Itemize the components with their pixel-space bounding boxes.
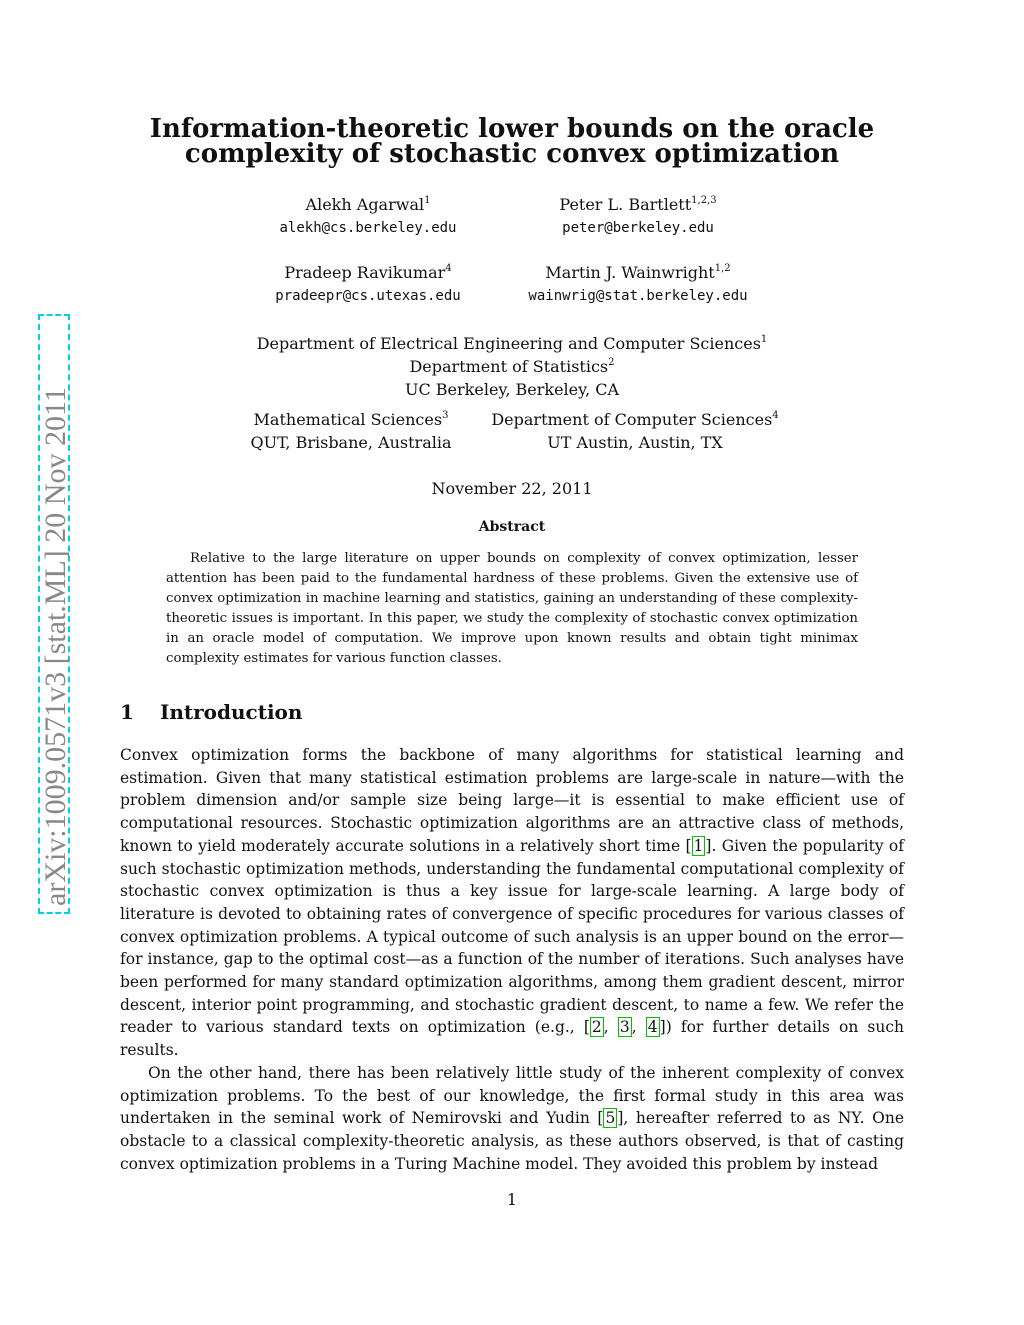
author-name: Martin J. Wainwright$^{1,2}$ (545, 263, 731, 282)
affiliation-ut: UT Austin, Austin, TX (547, 433, 723, 452)
title-line-1: Information-theoretic lower bounds on the oracle (149, 114, 875, 144)
author-name: Alekh Agarwal$^1$ (305, 195, 431, 214)
author-name: Pradeep Ravikumar$^4$ (284, 263, 452, 282)
author-email: peter@berkeley.edu (562, 220, 714, 236)
affiliation-qut: QUT, Brisbane, Australia (250, 433, 452, 452)
author-email: alekh@cs.berkeley.edu (279, 220, 457, 236)
affiliation-math: Mathematical Sciences$^3$ (253, 410, 449, 429)
body-text (120, 744, 904, 1175)
citation-link[interactable]: 4 (647, 1018, 658, 1037)
section-number: 1 (120, 700, 134, 724)
affiliation-stats: Department of Statistics$^2$ (409, 357, 615, 376)
abstract-heading: Abstract (478, 519, 546, 535)
paper-date: November 22, 2011 (431, 479, 593, 498)
affiliation-eecs: Department of Electrical Engineering and Computer Sciences$^1$ (256, 334, 768, 353)
abstract-text: Relative to the large literature on upper bounds on complexity of convex optimization, lesser attention has been paid to the fundamental hardness of these problems. Given the extensive use of convex optimization in machine learning and statistics, gaining an understanding of these complexity-theoretic issues is important. In this paper, we study the complexity of stochastic convex optimization in an oracle model of computation. We improve upon known results and obtain tight minimax complexity estimates for various function classes. (166, 551, 858, 666)
citation-link[interactable]: 2 (591, 1018, 602, 1037)
affiliation-ucb: UC Berkeley, Berkeley, CA (404, 380, 620, 399)
paragraph: On the other hand, there has been relatively little study of the inherent complexity of convex optimization problems. To the best of our knowledge, the first formal study in this area was undertaken in the seminal work of Nemirovski and Yudin [ 5 ], hereafter referred to as NY. One obstacle to a classical complexity-theoretic analysis, as these authors observed, is that of casting convex optimization problems in a Turing Machine model. They avoided this problem by instead (120, 1063, 905, 1173)
author-name: Peter L. Bartlett$^{1,2,3}$ (559, 195, 717, 214)
section-heading (120, 700, 302, 724)
citation-link[interactable]: 3 (619, 1018, 630, 1037)
paragraph: Convex optimization forms the backbone of many algorithms for statistical learning and estimation. Given that many statistical estimation problems are large-scale in nature—with the problem dimension and/or sample size being large—it is essential to make efficient use of computational resources. Stochastic optimization algorithms are an attractive class of methods, known to yield moderately accurate solutions in a relatively short time [ 1 ]. Given the popularity of such stochastic optimization methods, understanding the fundamental computational complexity of stochastic convex optimization is thus a key issue for large-scale learning. A large body of literature is devoted to obtaining rates of convergence of specific procedures for various classes of convex optimization problems. A typical outcome of such analysis is an upper bound on the error—for instance, gap to the optimal cost—as a function of the number of iterations. Such analyses have been performed for many standard optimization algorithms, among them gradient descent, mirror descent, interior point programming, and stochastic gradient descent, to name a few. We refer the reader to various standard texts on optimization (e.g., [ 2 , 3 , 4 ]) for further details on such results. (120, 746, 905, 1060)
citation-link[interactable]: 1 (693, 836, 704, 855)
arxiv-watermark: arXiv:1009.0571v3 [stat.ML] 20 Nov 2011 (38, 314, 70, 914)
title-line-2: complexity of stochastic convex optimization (184, 139, 840, 169)
affiliation-cs: Department of Computer Sciences$^4$ (491, 410, 779, 429)
paper-title (120, 114, 904, 169)
author-email: wainwrig@stat.berkeley.edu (528, 288, 748, 304)
section-title: Introduction (160, 700, 303, 724)
author-email: pradeepr@cs.utexas.edu (275, 288, 461, 304)
page-number: 1 (506, 1190, 518, 1209)
citation-link[interactable]: 5 (605, 1109, 616, 1128)
